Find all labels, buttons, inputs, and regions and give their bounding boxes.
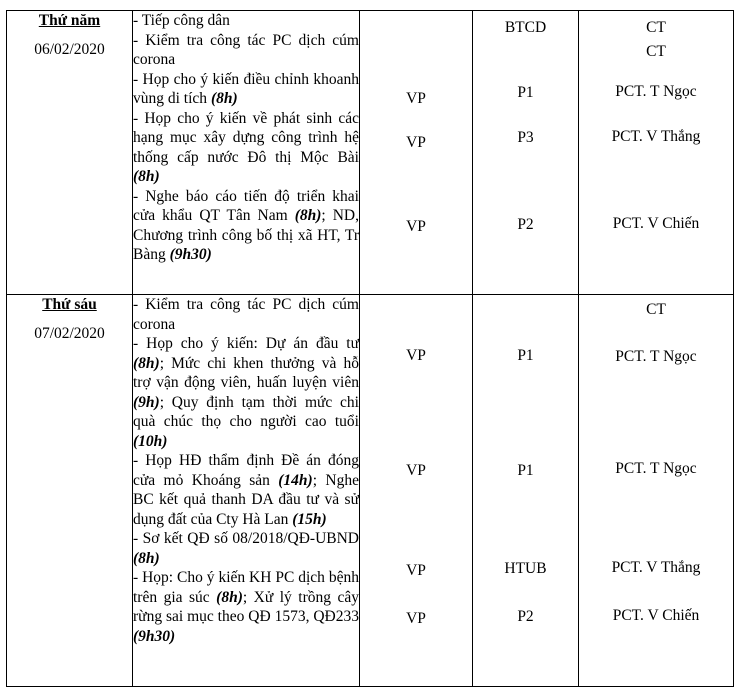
task-item: - Họp HĐ thẩm định Đề án đóng cửa mỏ Khoáng sản (14h); Nghe BC kết quả thanh DA đầu tư và sử dụng đất của Cty Hà Lan (15h) [133,452,359,528]
schedule-table [6,10,734,687]
task-item: - Nghe báo cáo tiến độ triển khai cửa khẩu QT Tân Nam (8h); ND, Chương trình công bố thị xã HT, Tr Bàng (9h30) [133,187,359,263]
table-row [7,295,734,687]
room-cell [473,11,579,295]
room-value: P2 [517,216,534,233]
task-time: (15h) [292,510,327,528]
task-item: - Họp cho ý kiến: Dự án đầu tư (8h); Mức chi khen thưởng và hỗ trợ vận động viên, huấn luyện viên (9h); Quy định tạm thời mức chi quà chúc thọ cho người cao tuổi (10h) [133,335,359,450]
host-value: PCT. T Ngọc [615,460,697,477]
room-value: P1 [517,84,534,101]
task-time: (9h30) [133,627,176,645]
task-time: (14h) [278,471,313,489]
task-time: (9h30) [169,246,212,263]
task-cell [133,295,360,687]
location-value: VP [406,347,426,364]
task-time: (10h) [133,432,168,450]
host-cell [579,11,734,295]
task-item: - Kiểm tra công tác PC dịch cúm corona [133,31,359,68]
day-name: Thứ sáu [42,296,97,313]
task-time: (9h) [133,393,160,411]
day-date: 07/02/2020 [34,325,105,342]
location-value: VP [406,218,426,235]
room-value: P1 [517,462,534,479]
location-value: VP [406,462,426,479]
host-value: PCT. V Thắng [611,128,701,145]
host-cell [579,295,734,687]
host-value: PCT. V Chiến [612,215,700,232]
task-item: - Kiểm tra công tác PC dịch cúm corona [133,296,359,333]
day-cell [7,11,133,295]
host-value: CT [646,43,666,60]
location-value: VP [406,610,426,627]
task-time: (8h) [210,90,238,107]
room-cell [473,295,579,687]
location-cell [360,11,473,295]
host-value: PCT. T Ngọc [615,348,697,365]
task-item: - Sơ kết QĐ số 08/2018/QĐ-UBND (8h) [133,530,359,567]
task-time: (8h) [133,354,160,372]
host-value: PCT. T Ngọc [615,83,697,100]
task-time: (8h) [133,168,160,185]
task-time: (8h) [133,549,160,567]
task-time: (8h) [216,588,243,606]
room-value: BTCD [504,19,547,36]
task-cell [133,11,360,295]
host-value: PCT. V Thắng [611,559,701,576]
room-value: P1 [517,347,534,364]
location-value: VP [406,562,426,579]
room-value: HTUB [504,560,547,577]
table-row [7,11,734,295]
day-date: 06/02/2020 [34,41,105,58]
day-name: Thứ năm [38,12,101,29]
task-item: - Họp: Cho ý kiến KH PC dịch bệnh trên gia súc (8h); Xử lý trồng cây rừng sai mục theo QĐ 1573, QĐ233 (9h30) [133,569,359,645]
day-cell [7,295,133,687]
task-item: - Họp cho ý kiến điều chỉnh khoanh vùng di tích (8h) [133,70,359,107]
task-item: - Tiếp công dân [133,12,230,29]
host-value: PCT. V Chiến [612,607,700,624]
room-value: P2 [517,608,534,625]
location-cell [360,295,473,687]
host-value: CT [646,19,666,36]
location-value: VP [406,90,426,107]
location-value: VP [406,134,426,151]
task-item: - Họp cho ý kiến về phát sinh các hạng mục xây dựng công trình hệ thống cấp nước Đô thị Mộc Bài (8h) [133,109,359,185]
host-value: CT [646,301,666,318]
task-time: (8h) [294,207,322,224]
room-value: P3 [517,129,534,146]
